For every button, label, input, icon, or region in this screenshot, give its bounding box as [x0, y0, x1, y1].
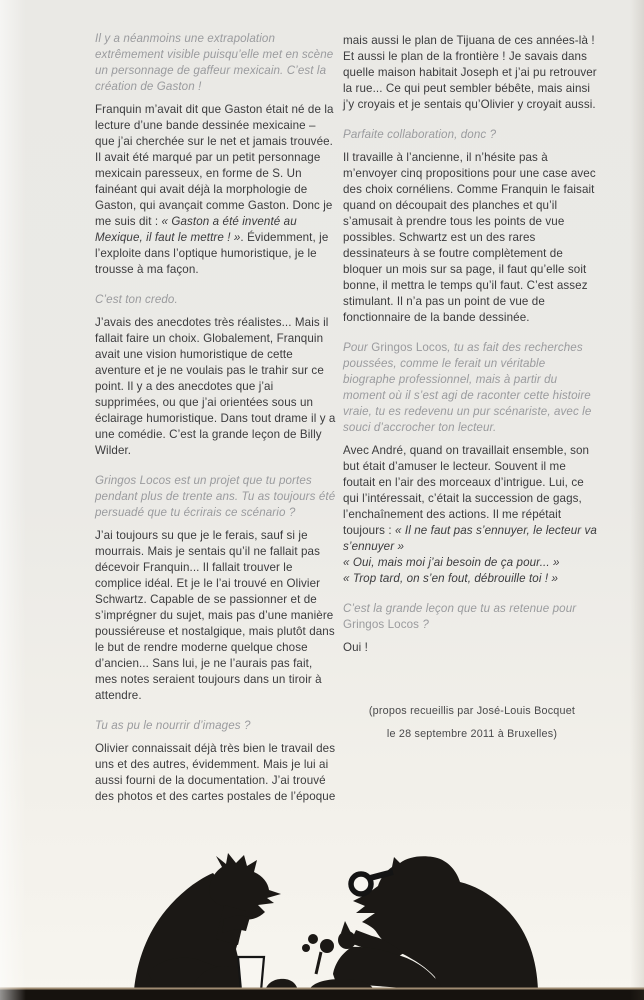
- question-nourrir-images: Tu as pu le nourrir d’images ?: [95, 719, 251, 732]
- credit-line: le 28 septembre 2011 à Bruxelles): [386, 728, 558, 740]
- album-title: Gringos Locos: [371, 341, 448, 354]
- answer-oui: Oui !: [343, 641, 368, 654]
- credit-line: (propos recueillis par José-Louis Bocquet: [368, 705, 576, 717]
- morsel-stem: [316, 952, 321, 974]
- answer-complice-ideal: J’ai toujours su que je le ferais, sauf si je mourrais. Mais je sentais qu’il ne fallait pas décevoir Franquin... Il fallait trouver le complice idéal. Et je le l’ai trouvé en Olivier Schwartz. Capable de se passionner et de s’imprégner du sujet, mais pas d’une manière poussiéreuse et nostalgique, mais plutôt dans le but de rendre moderne quelque chose d’ancien... Sans lui, je ne l’aurais pas fait, mes notes seraient toujours dans un tiroir à attendre.: [95, 529, 335, 702]
- right-column: [343, 33, 601, 746]
- answer-andre: [343, 443, 601, 587]
- interview-credit: [343, 700, 601, 746]
- question-credo: C’est ton credo.: [95, 293, 178, 306]
- question-text: C’est la grande leçon que tu as retenue pour: [343, 602, 577, 615]
- left-column: [95, 31, 336, 812]
- page-left-edge-light: [0, 0, 26, 1000]
- inline-quote: « Oui, mais moi j’ai besoin de ça pour... »: [343, 556, 560, 569]
- question-biographe: [343, 340, 601, 436]
- answer-text: Franquin m’avait dit que Gaston était né de la lecture d’une bande dessinée mexicaine – que j’ai cherchée sur le net et jamais trouvée. Il avait été marqué par un petit personnage mexicain paresseux, en forme de S. Un fainéant qui avait déjà la morphologie de Gaston, qui avançait comme Gaston. Donc je me suis dit :: [95, 103, 334, 228]
- inline-quote: « Il ne faut pas s’ennuyer, le lecteur va s’ennuyer »: [343, 524, 597, 553]
- question-extrapolation: Il y a néanmoins une extrapolation extrêmement visible puisqu’elle met en scène un personnage de gaffeur mexicain. C’est la création de Gaston !: [95, 32, 334, 93]
- held-morsel: [320, 939, 334, 953]
- right-figure-thumb: [341, 921, 352, 935]
- album-title: Gringos Locos: [343, 618, 420, 631]
- silhouette-illustration: [0, 853, 644, 1000]
- answer-documentation: Olivier connaissait déjà très bien le travail des uns et des autres, évidemment. Mais je lui ai aussi fourni de la documentation. J’ai trouvé des photos et des cartes postales de l’époque: [95, 742, 336, 803]
- question-collaboration: Parfaite collaboration, donc ?: [343, 128, 497, 141]
- answer-text: Avec André, quand on travaillait ensemble, son but était d’amuser le lecteur. Souvent il me foutait en l’air des morceaux d’intrigue. Lui, ce qui l’intéressait, c’était la succession de gags, l’enchaînement des actions. Il me répétait toujours :: [343, 444, 590, 537]
- held-morsel-sprig: [302, 944, 310, 952]
- inline-quote: « Trop tard, on s’en fout, débrouille toi ! »: [343, 572, 559, 585]
- question-text: ?: [419, 618, 429, 631]
- answer-text: . Évidemment, je l’exploite dans l’optique humoristique, je le trousse à ma façon.: [95, 231, 329, 276]
- question-text: , tu as fait des recherches poussées, comme le ferait un véritable biographe professionnel, mais à partir du moment où il s’est agi de raconter cette histoire vraie, tu es redevenu un pur scénariste, avec le souci d’accrocher ton lecteur.: [343, 341, 592, 434]
- page-right-edge-shadow: [630, 0, 644, 1000]
- two-cartoonists-at-table-silhouette: [0, 853, 644, 1000]
- answer-gaston-origin: [95, 102, 336, 278]
- question-projet-trente-ans: Gringos Locos est un projet que tu portes pendant plus de trente ans. Tu as toujours été persuadé que tu écrirais ce scénario ?: [95, 474, 336, 519]
- question-grande-lecon: [343, 601, 601, 633]
- glasses-icon: [351, 874, 371, 894]
- table-edge-highlight: [0, 988, 644, 990]
- inline-quote: « Gaston a été inventé au Mexique, il faut le mettre ! »: [95, 215, 297, 244]
- drinking-glass: [238, 957, 264, 991]
- answer-documentation-suite: mais aussi le plan de Tijuana de ces années-là ! Et aussi le plan de la frontière ! Je savais dans quelle maison habitait Joseph et j’ai pu retrouver la rue... Ce qui peut sembler bébête, mais ainsi j’y croyais et je sentais qu’Olivier y croyait aussi.: [343, 34, 597, 111]
- held-morsel-sprig: [308, 934, 318, 944]
- table-band: [0, 990, 644, 1000]
- question-text: Pour: [343, 341, 372, 354]
- answer-anecdotes: J’avais des anecdotes très réalistes... Mais il fallait faire un choix. Globalement, Franquin avait une vision humoristique de cette aventure et je ne voulais pas le trahir sur ce point. Il y a des anecdotes que j’ai supprimées, ou que j’ai orientées sous un éclairage humoristique. Dans tout drame il y a une comédie. C’est la grande leçon de Billy Wilder.: [95, 316, 336, 457]
- answer-schwartz: Il travaille à l’ancienne, il n’hésite pas à m’envoyer cinq propositions pour une case avec des choix cornéliens. Comme Franquin le faisait quand on découpait des planches et qu’il s’amusait à prendre tous les points de vue possibles. Schwartz est un des rares dessinateurs à se foutre complètement de bloquer un mois sur sa page, il faut qu’elle soit bonne, il mettra le temps qu’il faut. C’est assez stimulant. Il n’a pas un point de vue de fonctionnaire de la bande dessinée.: [343, 151, 596, 324]
